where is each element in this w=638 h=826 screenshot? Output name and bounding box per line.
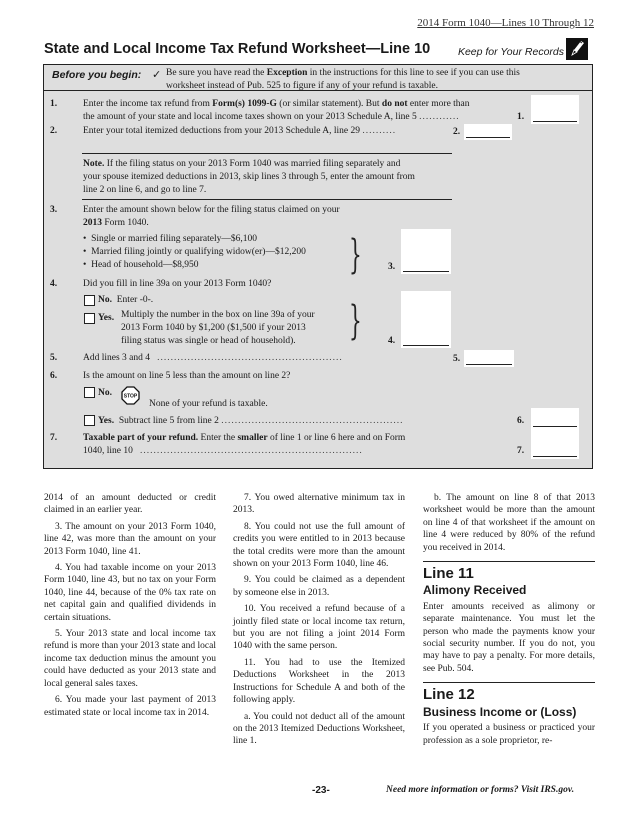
pencil-icon	[566, 38, 588, 60]
worksheet-box	[43, 64, 593, 469]
filing-status-item: • Head of household—$8,950	[83, 260, 199, 270]
line-7-ref: 7.	[517, 446, 525, 456]
line-6-ref: 6.	[517, 416, 525, 426]
line-6-no-label: No.	[98, 388, 112, 398]
line-1-text: Enter the income tax refund from Form(s) 1099-G (or similar statement). But do not enter more than the amount of your state and local income taxes shown on your 2013 Schedule A, line 5 ............	[83, 99, 470, 122]
worksheet-title: State and Local Income Tax Refund Worksheet—Line 10	[44, 41, 431, 57]
right-brace-icon: }	[349, 298, 362, 344]
line-2-number: 2.	[50, 126, 58, 136]
filing-status-item: • Married filing jointly or qualifying widow(er)—$12,200	[83, 247, 306, 257]
line-2-text: Enter your total itemized deductions from your 2013 Schedule A, line 29 ..........	[83, 126, 397, 136]
line-6-no-text: None of your refund is taxable.	[149, 399, 268, 409]
paragraph: 3. The amount on your 2013 Form 1040, line 42, was more than the amount on your 2013 Form 1040, line 41.	[44, 521, 216, 557]
line-12-text: If you operated a business or practiced your profession as a sole proprietor, re-	[423, 723, 595, 746]
paragraph: 10. You received a refund because of a jointly filed state or local income tax return, but you are not filing a joint 2014 Form 1040 with the same person.	[233, 604, 405, 652]
line-2-ref: 2.	[453, 127, 461, 137]
line-1-ref: 1.	[517, 112, 525, 122]
line-4-text: Did you fill in line 39a on your 2013 Form 1040?	[83, 279, 272, 289]
line-3-amount-field[interactable]	[401, 229, 451, 274]
line-4-no-checkbox[interactable]	[84, 295, 95, 306]
paragraph: 2014 of an amount deducted or credit claimed in an earlier year.	[44, 493, 216, 516]
paragraph: 5. Your 2013 state and local income tax refund is more than your 2013 state and local income tax deduction minus the amount you could have deducted as your 2013 state and local general sales taxes.	[44, 629, 217, 689]
line-5-amount-field[interactable]	[464, 350, 514, 367]
before-you-begin-panel	[44, 65, 592, 91]
paragraph: 11. You had to use the Itemized Deductions Worksheet in the 2013 Instructions for Schedule A and both of the following apply.	[233, 657, 405, 706]
paragraph: 9. You could be claimed as a dependent by someone else in 2013.	[233, 575, 405, 598]
line-11-subheading: Alimony Received	[423, 583, 527, 598]
line-6-amount-field[interactable]	[531, 408, 579, 429]
paragraph: 4. You had taxable income on your 2013 Form 1040, line 43, but no tax on your Form 1040, line 44, because of the 0% tax rate on net capital gain and qualified dividends in certain situations.	[44, 563, 216, 623]
line-1-amount-field[interactable]	[531, 95, 579, 124]
section-divider	[423, 682, 595, 683]
line-4-yes-checkbox[interactable]	[84, 313, 95, 324]
line-4-no-option: No. Enter -0-.	[98, 295, 154, 305]
line-3-ref: 3.	[388, 262, 396, 272]
line-5-number: 5.	[50, 353, 58, 363]
filing-status-item: • Single or married filing separately—$6,100	[83, 234, 258, 244]
paragraph: 8. You could not use the full amount of credits you were entitled to in 2013 because the total credits were more than the amount shown on your 2013 Form 1040, line 46.	[233, 521, 405, 570]
line-4-yes-label: Yes.	[98, 313, 115, 323]
note-bottom-rule	[82, 199, 452, 200]
line-1-number: 1.	[50, 99, 58, 109]
line-11-text: Enter amounts received as alimony or separate maintenance. You must let the person who made the payments know your social security number. If you do not, you may have to pay a penalty. For more details, see Pub. 504.	[423, 601, 595, 674]
before-you-begin-text: Be sure you have read the Exception in the instructions for this line to see if you can use this worksheet instead of Pub. 525 to figure if any of your refund is taxable.	[166, 68, 520, 91]
svg-text:STOP: STOP	[123, 393, 138, 400]
line-6-yes-option: Yes. Subtract line 5 from line 2 ......................................................	[98, 416, 404, 426]
paragraph: b. The amount on line 8 of that 2013 worksheet would be more than the amount on line 4 of that worksheet if the amount on line 4 were reduced by 80% of the refund you received in 2014.	[423, 493, 595, 553]
before-you-begin-label: Before you begin:	[52, 69, 142, 81]
more-info-link[interactable]: Need more information or forms? Visit IRS.gov.	[386, 785, 575, 795]
line-4-amount-field[interactable]	[401, 291, 451, 348]
line-3-text: Enter the amount shown below for the filing status claimed on your 2013 Form 1040.	[83, 205, 340, 228]
column-3	[423, 492, 595, 751]
filing-status-list	[83, 233, 306, 272]
line-12-subheading: Business Income or (Loss)	[423, 704, 577, 719]
paragraph: a. You could not deduct all of the amount on the 2013 Itemized Deductions Worksheet, line 1.	[233, 711, 405, 747]
line-6-yes-checkbox[interactable]	[84, 415, 95, 426]
line-4-ref: 4.	[388, 336, 396, 346]
paragraph: 7. You owed alternative minimum tax in 2013.	[233, 493, 405, 516]
line-6-no-checkbox[interactable]	[84, 387, 95, 398]
stop-sign-icon	[121, 386, 140, 405]
column-2	[233, 492, 405, 752]
page-header: 2014 Form 1040—Lines 10 Through 12	[417, 17, 594, 29]
keep-for-records-note: Keep for Your Records	[457, 46, 564, 58]
line-3-number: 3.	[50, 205, 58, 215]
line-7-text: Taxable part of your refund. Enter the smaller of line 1 or line 6 here and on Form 1040, line 10 ..................................................................	[83, 433, 406, 456]
paragraph: 6. You made your last payment of 2013 estimated state or local income tax in 2014.	[44, 695, 216, 718]
line-11-heading: Line 11	[423, 565, 474, 583]
line-7-number: 7.	[50, 433, 58, 443]
note-text: Note. If the filing status on your 2013 Form 1040 was married filing separately and your spouse itemized deductions in 2013, skip lines 3 through 5, enter the amount from line 2 on line 6, and go to line 7.	[83, 159, 415, 195]
line-4-yes-text: Multiply the number in the box on line 39a of your 2013 Form 1040 by $1,200 ($1,500 if your 2013 filing status was single or head of household).	[121, 310, 315, 346]
line-5-ref: 5.	[453, 354, 461, 364]
line-7-amount-field[interactable]	[531, 429, 579, 459]
line-12-heading: Line 12	[423, 686, 475, 704]
checkmark-icon: ✓	[152, 69, 162, 81]
line-4-number: 4.	[50, 279, 58, 289]
line-6-text: Is the amount on line 5 less than the amount on line 2?	[83, 371, 291, 381]
line-2-amount-field[interactable]	[464, 124, 512, 140]
note-top-rule	[82, 153, 452, 154]
page-number: -23-	[312, 785, 330, 796]
line-5-text: Add lines 3 and 4 .......................................................	[83, 353, 343, 363]
right-brace-icon: }	[349, 232, 362, 278]
section-divider	[423, 561, 595, 562]
column-1	[44, 492, 216, 723]
line-6-number: 6.	[50, 371, 58, 381]
